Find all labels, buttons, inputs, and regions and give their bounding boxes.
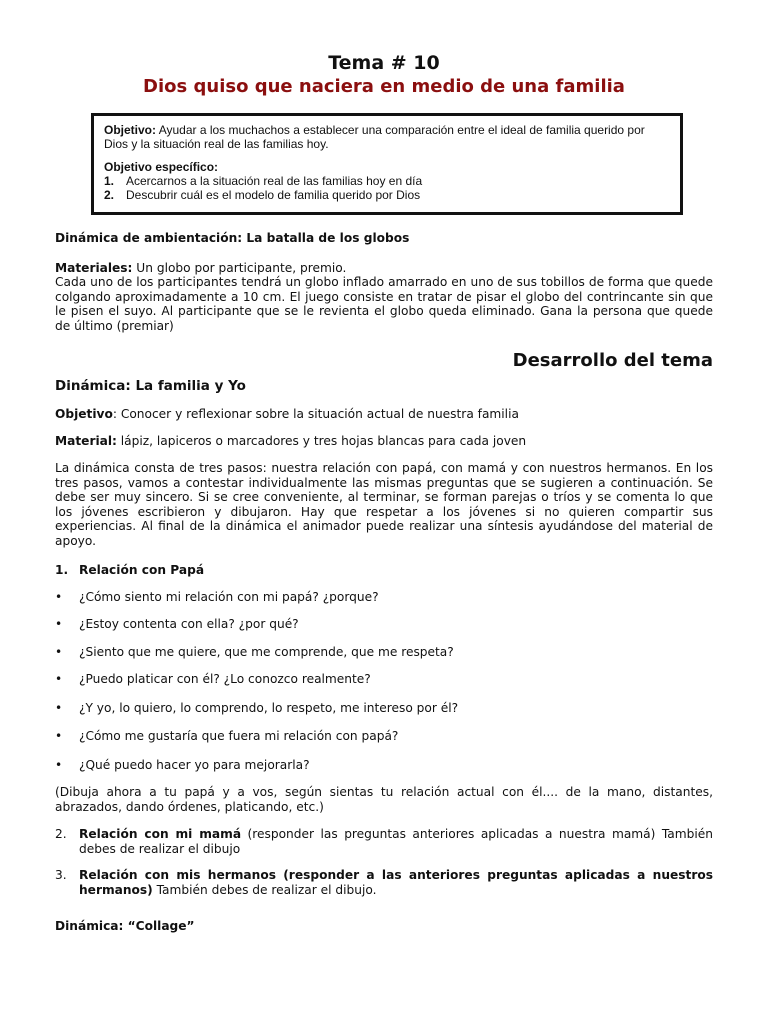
ambientacion-body: Cada uno de los participantes tendrá un globo inflado amarrado en uno de sus tobillos de forma que quede colgando aproximadamente a 10 cm. El juego consiste en tratar de pisar el globo del contrincante sin que le pisen el suyo. Al participante que se le revienta el globo queda eliminado. Gana la persona que quede de último (premiar) [55,275,713,333]
objetivo-text: Ayudar a los muchachos a establecer una comparación entre el ideal de familia querido por Dios y la situación real de las familias hoy. [104,123,645,151]
desarrollo-heading: Desarrollo del tema [512,350,713,371]
ambientacion-heading: Dinámica de ambientación: La batalla de los globos [55,231,410,245]
desarrollo-body: La dinámica consta de tres pasos: nuestra relación con papá, con mamá y con nuestros hermanos. En los tres pasos, vamos a contestar individualmente las mismas preguntas que se sugieren a continuación. Se debe ser muy sincero. Si se cree conveniente, al terminar, se forman parejas o tríos y se comenta lo que los jóvenes escribieron y dibujaron. Hay que respetar a los jóvenes si no quieren compartir sus experiencias. Al final de la dinámica el animador puede realizar una síntesis ayudándose del material de apoyo. [55,461,713,548]
question-item: • ¿Siento que me quiere, que me comprende, que me respeta? [55,645,454,659]
objetivo-item: 2. Descubrir cuál es el modelo de familia querido por Dios [104,188,421,202]
desarrollo-material: Material: lápiz, lapiceros o marcadores y tres hojas blancas para cada joven [55,434,527,448]
objetivo-label: Objetivo: [104,123,157,137]
question-item: • ¿Qué puedo hacer yo para mejorarla? [55,758,310,772]
bullet-icon: • [55,617,63,631]
objective-box [91,113,683,215]
question-item: • ¿Y yo, lo quiero, lo comprendo, lo respeto, me intereso por él? [55,701,459,715]
objetivo-line [104,123,670,151]
question-item: • ¿Cómo me gustaría que fuera mi relación con papá? [55,729,399,743]
objetivo-especifico-label: Objetivo específico: [104,160,219,174]
relacion-papa-heading: 1. Relación con Papá [55,563,205,577]
objetivo-item: 1. Acercarnos a la situación real de las familias hoy en día [104,174,423,188]
desarrollo-objetivo: Objetivo: Conocer y reflexionar sobre la situación actual de nuestra familia [55,407,519,421]
bullet-icon: • [55,672,63,686]
question-item: • ¿Estoy contenta con ella? ¿por qué? [55,617,299,631]
tema-number: Tema # 10 [328,52,440,74]
ambientacion-materiales: Materiales: Un globo por participante, premio. [55,261,347,275]
tema-subtitle: Dios quiso que naciera en medio de una familia [143,76,625,97]
dibuja-instructions: (Dibuja ahora a tu papá y a vos, según sientas tu relación actual con él.... de la mano, distantes, abrazados, dando órdenes, platicando, etc.) [55,785,713,814]
bullet-icon: • [55,701,63,715]
relacion-hermanos: 3. Relación con mis hermanos (responder a las anteriores preguntas aplicadas a nuestros hermanos) También debes de realizar el dibujo. [55,868,713,897]
bullet-icon: • [55,758,63,772]
question-item: • ¿Cómo siento mi relación con mi papá? ¿porque? [55,590,379,604]
relacion-mama: 2. Relación con mi mamá (responder las preguntas anteriores aplicadas a nuestra mamá) También debes de realizar el dibujo [55,827,713,856]
dinamica-title: Dinámica: La familia y Yo [55,378,246,394]
bullet-icon: • [55,590,63,604]
collage-heading: Dinámica: “Collage” [55,919,195,933]
bullet-icon: • [55,729,63,743]
bullet-icon: • [55,645,63,659]
question-item: • ¿Puedo platicar con él? ¿Lo conozco realmente? [55,672,371,686]
